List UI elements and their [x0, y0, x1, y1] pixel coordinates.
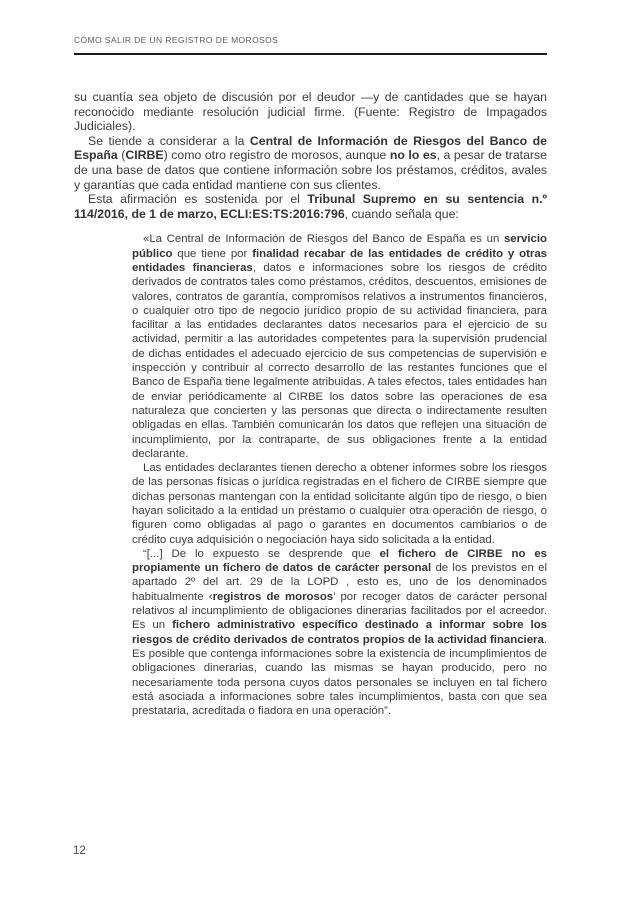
page-content: [74, 90, 547, 718]
running-header: CÓMO SALIR DE UN REGISTRO DE MOROSOS: [74, 35, 279, 45]
page-number: 12: [73, 845, 86, 857]
paragraph-continuation: su cuantía sea objeto de discusión por el deudor —y de cantidades que se hayan reconocido mediante resolución judicial firme. (Fuente: Registro de Impagados Judiciales).: [74, 90, 547, 134]
paragraph-cirbe-intro: Se tiende a considerar a la Central de Información de Riesgos del Banco de España (CIRBE) como otro registro de morosos, aunque no lo es, a pesar de tratarse de una base de datos que contiene información sobre los préstamos, créditos, avales y garantías que cada entidad mantiene con sus clientes.: [74, 133, 548, 192]
paragraph-supreme-court: Esta afirmación es sostenida por el Tribunal Supremo en su sentencia n.º 114/2016, de 1 de marzo, ECLI:ES:TS:2016:796, cuando señala que:: [74, 192, 547, 221]
quote-paragraph-3: “[...] De lo expuesto se desprende que el fichero de CIRBE no es propiamente un fichero de datos de carácter personal de los previstos en el apartado 2º del art. 29 de la LOPD , esto es, uno de los denominados habitualmente ‹registros de morosos’ por recoger datos de carácter personal relativos al incumplimiento de obligaciones dinerarias facilitados por el acreedor. Es un fichero administrativo específico destinado a informar sobre los riesgos de crédito derivados de contratos propios de la actividad financiera. Es posible que contenga informaciones sobre la existencia de incumplimientos de obligaciones dinerarias, cuando las mismas se hayan producido, pero no necesariamente toda persona cuyos datos personales se incluyen en tal fichero está asociada a informaciones sobre tales incumplimientos, basta con que sea prestataria, acreditada o fiadora en una operación”.: [132, 547, 547, 718]
blockquote-sentencia: [132, 232, 547, 718]
quote-paragraph-1: «La Central de Información de Riesgos del Banco de España es un servicio público que tiene por finalidad recabar de las entidades de crédito y otras entidades financieras, datos e informaciones sobre los riesgos de crédito derivados de contratos tales como préstamos, créditos, descuentos, emisiones de valores, contratos de garantía, compromisos relativos a instrumentos financieros, o cualquier otro tipo de negocio jurídico propio de su actividad financiera, para facilitar a las entidades declarantes datos necesarios para el ejercicio de su actividad, permitir a las autoridades competentes para la supervisión prudencial de dichas entidades el adecuado ejercicio de sus competencias de supervisión e inspección y contribuir al correcto desarrollo de las restantes funciones que el Banco de España tiene legalmente atribuidas. A tales efectos, tales entidades han de enviar periódicamente al CIRBE los datos sobre las operaciones de esa naturaleza que concierten y las personas que directa o indirectamente resulten obligadas en ellas. También comunicarán los datos que reflejen una situación de incumplimiento, por la contraparte, de sus obligaciones frente a la entidad declarante.: [132, 233, 547, 460]
quote-paragraph-2: Las entidades declarantes tienen derecho a obtener informes sobre los riesgos de las personas físicas o jurídica registradas en el fichero de CIRBE siempre que dichas personas mantengan con la entidad solicitante algún tipo de riesgo, o bien hayan solicitado a la entidad un préstamo o cualquier otra operación de riesgo, o figuren como obligadas al pago o garantes en documentos cambiarios o de crédito cuya adquisición o negociación haya sido solicitada a la entidad.: [132, 462, 547, 546]
header-rule: [74, 53, 547, 55]
